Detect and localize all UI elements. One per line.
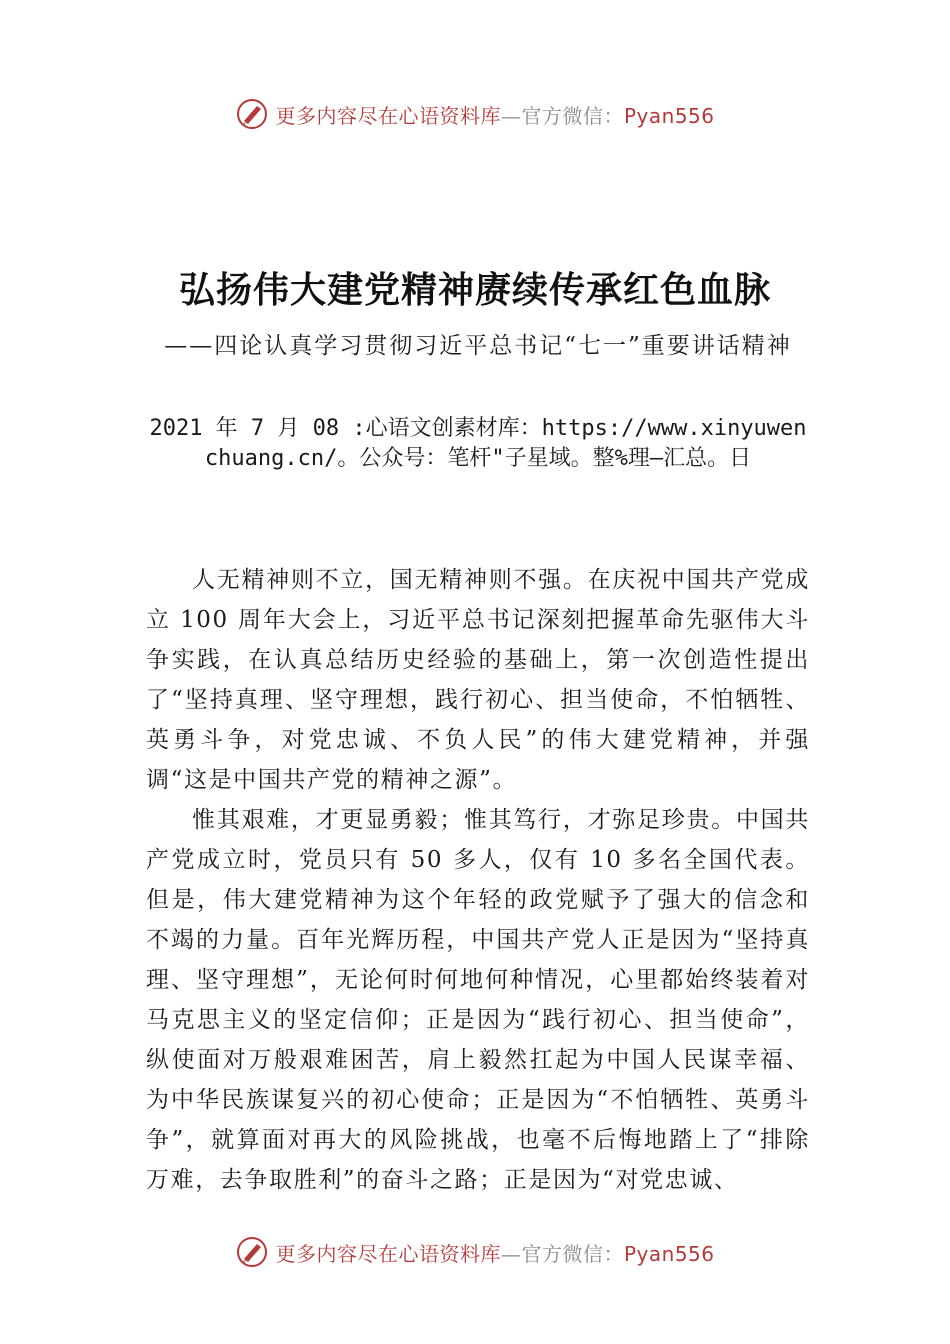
watermark-text — [275, 1238, 714, 1267]
watermark-brand: 更多内容尽在心语资料库 — [275, 103, 501, 128]
watermark-account: Pyan556 — [623, 1241, 715, 1266]
header-watermark — [0, 94, 950, 134]
watermark-dash: — — [500, 103, 522, 128]
brand-logo-icon — [235, 1235, 269, 1269]
footer-watermark — [0, 1232, 950, 1272]
watermark-label: 官方微信： — [521, 103, 624, 128]
article-title: 弘扬伟大建党精神赓续传承红色血脉 — [178, 270, 771, 311]
watermark-text — [275, 100, 714, 129]
article-subtitle: ——四论认真学习贯彻习近平总书记“七一”重要讲话精神 — [164, 333, 792, 359]
brand-logo-icon — [235, 97, 269, 131]
article-body — [146, 560, 810, 1200]
article-meta: 2021 年 7 月 08 :心语文创素材库：https://www.xinyuwenchuang.cn/。公众号：笔杆"子星域。整%理—汇总。日 — [149, 416, 807, 471]
watermark-account: Pyan556 — [623, 103, 715, 128]
watermark-dash: — — [500, 1241, 522, 1266]
body-paragraph-1: 人无精神则不立，国无精神则不强。在庆祝中国共产党成立 100 周年大会上，习近平总书记深刻把握革命先驱伟大斗争实践，在认真总结历史经验的基础上，第一次创造性提出了“坚持真理、坚守理想，践行初心、担当使命，不怕牺牲、英勇斗争，对党忠诚、不负人民”的伟大建党精神，并强调“这是中国共产党的精神之源”。 — [146, 567, 810, 793]
watermark-label: 官方微信： — [521, 1241, 624, 1266]
body-paragraph-2: 惟其艰难，才更显勇毅；惟其笃行，才弥足珍贵。中国共产党成立时，党员只有 50 多人，仅有 10 多名全国代表。但是，伟大建党精神为这个年轻的政党赋予了强大的信念和不竭的力量。百年光辉历程，中国共产党人正是因为“坚持真理、坚守理想”，无论何时何地何种情况，心里都始终装着对马克思主义的坚定信仰；正是因为“践行初心、担当使命”，纵使面对万般艰难困苦，肩上毅然扛起为中国人民谋幸福、为中华民族谋复兴的初心使命；正是因为“不怕牺牲、英勇斗争”，就算面对再大的风险挑战，也毫不后悔地踏上了“排除万难，去争取胜利”的奋斗之路；正是因为“对党忠诚、 — [146, 807, 810, 1193]
watermark-brand: 更多内容尽在心语资料库 — [275, 1241, 501, 1266]
